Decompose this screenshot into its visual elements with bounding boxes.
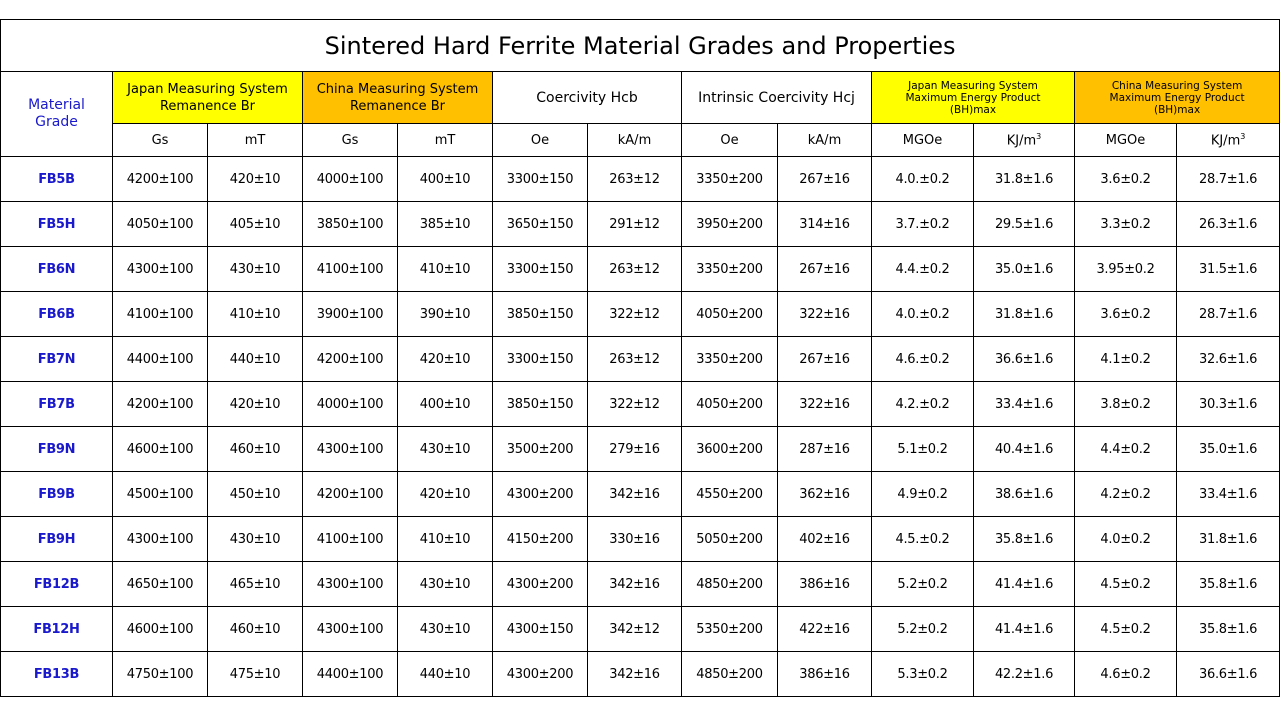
cell-china-mt: 440±10 bbox=[398, 652, 493, 697]
cell-china-mt: 420±10 bbox=[398, 472, 493, 517]
cell-japan-kjm: 35.0±1.6 bbox=[974, 247, 1075, 292]
cell-japan-mt: 410±10 bbox=[208, 292, 303, 337]
header-japan-bh-line3: (BH)max bbox=[949, 103, 997, 116]
table-row bbox=[1, 472, 1280, 517]
cell-china-gs: 4200±100 bbox=[303, 472, 398, 517]
cell-japan-mt: 405±10 bbox=[208, 202, 303, 247]
header-intrinsic-coercivity: Intrinsic Coercivity Hcj bbox=[682, 72, 872, 124]
cell-china-kjm: 31.8±1.6 bbox=[1177, 517, 1280, 562]
cell-china-gs: 4300±100 bbox=[303, 562, 398, 607]
cell-grade: FB9B bbox=[1, 472, 113, 517]
cell-japan-mt: 420±10 bbox=[208, 157, 303, 202]
unit-hcb-kam: kA/m bbox=[588, 124, 682, 157]
cell-japan-mt: 460±10 bbox=[208, 607, 303, 652]
cell-hcj-oe: 4550±200 bbox=[682, 472, 778, 517]
cell-china-kjm: 30.3±1.6 bbox=[1177, 382, 1280, 427]
cell-japan-gs: 4050±100 bbox=[113, 202, 208, 247]
cell-japan-mt: 465±10 bbox=[208, 562, 303, 607]
cell-grade: FB9N bbox=[1, 427, 113, 472]
table-row bbox=[1, 652, 1280, 697]
cell-china-mgoe: 4.2±0.2 bbox=[1075, 472, 1177, 517]
unit-china-kjm-text: KJ/m bbox=[1210, 133, 1241, 149]
cell-china-gs: 4200±100 bbox=[303, 337, 398, 382]
cell-hcb-oe: 3300±150 bbox=[493, 157, 588, 202]
table-row bbox=[1, 382, 1280, 427]
header-japan-remanence bbox=[113, 72, 303, 124]
cell-grade: FB7N bbox=[1, 337, 113, 382]
cell-japan-mgoe: 4.5.±0.2 bbox=[872, 517, 974, 562]
cell-hcb-kam: 342±16 bbox=[588, 472, 682, 517]
cell-japan-gs: 4600±100 bbox=[113, 607, 208, 652]
cell-china-mgoe: 4.0±0.2 bbox=[1075, 517, 1177, 562]
cell-hcb-oe: 4300±200 bbox=[493, 652, 588, 697]
cell-hcj-oe: 3350±200 bbox=[682, 337, 778, 382]
cell-grade: FB12B bbox=[1, 562, 113, 607]
cell-china-kjm: 31.5±1.6 bbox=[1177, 247, 1280, 292]
cell-china-mt: 400±10 bbox=[398, 382, 493, 427]
unit-hcb-oe: Oe bbox=[493, 124, 588, 157]
table-row bbox=[1, 427, 1280, 472]
unit-japan-kjm bbox=[974, 124, 1075, 157]
cell-hcj-kam: 386±16 bbox=[778, 562, 872, 607]
grade-rows bbox=[1, 157, 1280, 697]
header-china-br-line2: Remanence Br bbox=[349, 98, 446, 114]
unit-hcj-oe: Oe bbox=[682, 124, 778, 157]
cell-japan-kjm: 31.8±1.6 bbox=[974, 157, 1075, 202]
unit-china-mt: mT bbox=[398, 124, 493, 157]
header-japan-bh-line1: Japan Measuring System bbox=[908, 79, 1038, 92]
cell-hcb-kam: 342±16 bbox=[588, 652, 682, 697]
cell-japan-kjm: 40.4±1.6 bbox=[974, 427, 1075, 472]
cell-hcj-kam: 362±16 bbox=[778, 472, 872, 517]
cell-japan-kjm: 36.6±1.6 bbox=[974, 337, 1075, 382]
header-japan-bh-line2: Maximum Energy Product bbox=[905, 91, 1041, 104]
unit-japan-kjm-text: KJ/m bbox=[1006, 133, 1037, 149]
cell-hcj-oe: 3350±200 bbox=[682, 157, 778, 202]
cell-hcj-kam: 402±16 bbox=[778, 517, 872, 562]
cell-china-kjm: 35.8±1.6 bbox=[1177, 607, 1280, 652]
table-row bbox=[1, 157, 1280, 202]
cell-japan-kjm: 29.5±1.6 bbox=[974, 202, 1075, 247]
cell-japan-gs: 4200±100 bbox=[113, 382, 208, 427]
cell-china-gs: 4400±100 bbox=[303, 652, 398, 697]
cell-hcb-kam: 263±12 bbox=[588, 337, 682, 382]
cell-japan-mgoe: 4.9±0.2 bbox=[872, 472, 974, 517]
cell-grade: FB6B bbox=[1, 292, 113, 337]
cell-china-gs: 4000±100 bbox=[303, 157, 398, 202]
cell-china-mgoe: 3.8±0.2 bbox=[1075, 382, 1177, 427]
cell-hcj-kam: 322±16 bbox=[778, 382, 872, 427]
cell-japan-mgoe: 4.2.±0.2 bbox=[872, 382, 974, 427]
cell-japan-mgoe: 3.7.±0.2 bbox=[872, 202, 974, 247]
cell-hcb-kam: 263±12 bbox=[588, 157, 682, 202]
cell-japan-mt: 450±10 bbox=[208, 472, 303, 517]
cell-japan-gs: 4100±100 bbox=[113, 292, 208, 337]
cell-hcb-oe: 4300±200 bbox=[493, 472, 588, 517]
cell-china-mt: 385±10 bbox=[398, 202, 493, 247]
cell-japan-gs: 4300±100 bbox=[113, 517, 208, 562]
header-china-bh-line1: China Measuring System bbox=[1111, 79, 1243, 92]
cell-japan-gs: 4600±100 bbox=[113, 427, 208, 472]
cell-grade: FB9H bbox=[1, 517, 113, 562]
unit-japan-mt: mT bbox=[208, 124, 303, 157]
cell-china-kjm: 28.7±1.6 bbox=[1177, 292, 1280, 337]
cell-japan-mgoe: 4.0.±0.2 bbox=[872, 292, 974, 337]
cell-grade: FB5H bbox=[1, 202, 113, 247]
cell-japan-gs: 4200±100 bbox=[113, 157, 208, 202]
cell-japan-gs: 4500±100 bbox=[113, 472, 208, 517]
cell-china-mt: 410±10 bbox=[398, 517, 493, 562]
table-row bbox=[1, 337, 1280, 382]
cell-china-mt: 390±10 bbox=[398, 292, 493, 337]
cell-hcj-kam: 267±16 bbox=[778, 337, 872, 382]
cell-china-mt: 420±10 bbox=[398, 337, 493, 382]
cell-china-mgoe: 3.6±0.2 bbox=[1075, 292, 1177, 337]
cell-china-gs: 4100±100 bbox=[303, 247, 398, 292]
cell-hcj-oe: 4050±200 bbox=[682, 292, 778, 337]
grades-table bbox=[0, 19, 1280, 697]
header-china-br-line1: China Measuring System bbox=[316, 81, 479, 97]
cell-hcb-oe: 3650±150 bbox=[493, 202, 588, 247]
cell-japan-mgoe: 4.0.±0.2 bbox=[872, 157, 974, 202]
unit-japan-mgoe: MGOe bbox=[872, 124, 974, 157]
table-row bbox=[1, 517, 1280, 562]
cell-hcj-kam: 386±16 bbox=[778, 652, 872, 697]
cell-japan-kjm: 42.2±1.6 bbox=[974, 652, 1075, 697]
cell-hcj-kam: 314±16 bbox=[778, 202, 872, 247]
cell-hcb-kam: 291±12 bbox=[588, 202, 682, 247]
cell-japan-gs: 4300±100 bbox=[113, 247, 208, 292]
cell-china-kjm: 36.6±1.6 bbox=[1177, 652, 1280, 697]
cell-japan-kjm: 35.8±1.6 bbox=[974, 517, 1075, 562]
cell-japan-kjm: 33.4±1.6 bbox=[974, 382, 1075, 427]
cell-china-gs: 3900±100 bbox=[303, 292, 398, 337]
cell-hcb-oe: 3300±150 bbox=[493, 247, 588, 292]
unit-china-mgoe: MGOe bbox=[1075, 124, 1177, 157]
unit-japan-gs: Gs bbox=[113, 124, 208, 157]
cell-japan-mgoe: 5.1±0.2 bbox=[872, 427, 974, 472]
cell-china-kjm: 35.8±1.6 bbox=[1177, 562, 1280, 607]
cell-hcj-oe: 5350±200 bbox=[682, 607, 778, 652]
header-china-bh-line2: Maximum Energy Product bbox=[1109, 91, 1245, 104]
header-japan-energy-product bbox=[872, 72, 1075, 124]
cell-japan-mt: 440±10 bbox=[208, 337, 303, 382]
cell-china-gs: 4300±100 bbox=[303, 607, 398, 652]
cell-china-mt: 430±10 bbox=[398, 427, 493, 472]
table-row bbox=[1, 607, 1280, 652]
cell-japan-gs: 4650±100 bbox=[113, 562, 208, 607]
cell-hcj-oe: 4850±200 bbox=[682, 652, 778, 697]
cell-china-kjm: 33.4±1.6 bbox=[1177, 472, 1280, 517]
ferrite-grades-sheet bbox=[0, 19, 1279, 697]
cell-china-mt: 430±10 bbox=[398, 562, 493, 607]
cell-china-mt: 410±10 bbox=[398, 247, 493, 292]
cell-hcb-kam: 279±16 bbox=[588, 427, 682, 472]
cell-hcb-kam: 322±12 bbox=[588, 292, 682, 337]
cell-japan-gs: 4400±100 bbox=[113, 337, 208, 382]
cell-china-mgoe: 4.5±0.2 bbox=[1075, 562, 1177, 607]
cell-grade: FB13B bbox=[1, 652, 113, 697]
cell-hcb-kam: 342±16 bbox=[588, 562, 682, 607]
cell-japan-mgoe: 4.4.±0.2 bbox=[872, 247, 974, 292]
cell-grade: FB6N bbox=[1, 247, 113, 292]
cell-hcb-kam: 342±12 bbox=[588, 607, 682, 652]
cell-hcj-oe: 3950±200 bbox=[682, 202, 778, 247]
cell-japan-mgoe: 5.3±0.2 bbox=[872, 652, 974, 697]
cell-china-mt: 430±10 bbox=[398, 607, 493, 652]
cell-hcj-oe: 5050±200 bbox=[682, 517, 778, 562]
unit-china-kjm bbox=[1177, 124, 1280, 157]
cell-china-gs: 3850±100 bbox=[303, 202, 398, 247]
cell-hcj-kam: 422±16 bbox=[778, 607, 872, 652]
cell-grade: FB12H bbox=[1, 607, 113, 652]
header-grade-line1: Material bbox=[28, 97, 85, 113]
cell-japan-mt: 420±10 bbox=[208, 382, 303, 427]
cell-grade: FB7B bbox=[1, 382, 113, 427]
header-china-energy-product bbox=[1075, 72, 1280, 124]
cell-hcb-oe: 3850±150 bbox=[493, 292, 588, 337]
header-japan-br-line1: Japan Measuring System bbox=[127, 81, 288, 97]
cell-china-mgoe: 4.5±0.2 bbox=[1075, 607, 1177, 652]
cell-china-kjm: 26.3±1.6 bbox=[1177, 202, 1280, 247]
cell-china-gs: 4300±100 bbox=[303, 427, 398, 472]
cell-hcj-kam: 287±16 bbox=[778, 427, 872, 472]
cell-japan-mt: 430±10 bbox=[208, 517, 303, 562]
cell-japan-mt: 430±10 bbox=[208, 247, 303, 292]
header-grade-line2: Grade bbox=[35, 114, 78, 130]
cell-hcb-kam: 263±12 bbox=[588, 247, 682, 292]
cell-japan-mgoe: 5.2±0.2 bbox=[872, 562, 974, 607]
cell-hcj-oe: 4050±200 bbox=[682, 382, 778, 427]
cell-china-mgoe: 3.6±0.2 bbox=[1075, 157, 1177, 202]
cell-china-kjm: 28.7±1.6 bbox=[1177, 157, 1280, 202]
cell-japan-kjm: 38.6±1.6 bbox=[974, 472, 1075, 517]
cell-china-kjm: 32.6±1.6 bbox=[1177, 337, 1280, 382]
cell-japan-mgoe: 5.2±0.2 bbox=[872, 607, 974, 652]
header-japan-br-line2: Remanence Br bbox=[159, 98, 256, 114]
cell-hcb-oe: 4150±200 bbox=[493, 517, 588, 562]
table-row bbox=[1, 292, 1280, 337]
cell-hcj-oe: 3600±200 bbox=[682, 427, 778, 472]
header-china-bh-line3: (BH)max bbox=[1153, 103, 1201, 116]
cell-japan-mgoe: 4.6.±0.2 bbox=[872, 337, 974, 382]
cell-hcb-kam: 322±12 bbox=[588, 382, 682, 427]
cell-hcb-oe: 4300±150 bbox=[493, 607, 588, 652]
cell-japan-gs: 4750±100 bbox=[113, 652, 208, 697]
cell-china-gs: 4000±100 bbox=[303, 382, 398, 427]
cell-hcj-kam: 322±16 bbox=[778, 292, 872, 337]
cell-china-mt: 400±10 bbox=[398, 157, 493, 202]
table-title: Sintered Hard Ferrite Material Grades and Properties bbox=[1, 20, 1280, 72]
cell-china-mgoe: 4.4±0.2 bbox=[1075, 427, 1177, 472]
cell-hcj-kam: 267±16 bbox=[778, 247, 872, 292]
cell-hcb-oe: 3500±200 bbox=[493, 427, 588, 472]
cell-japan-kjm: 41.4±1.6 bbox=[974, 607, 1075, 652]
cell-china-kjm: 35.0±1.6 bbox=[1177, 427, 1280, 472]
cell-japan-mt: 460±10 bbox=[208, 427, 303, 472]
cell-china-mgoe: 4.6±0.2 bbox=[1075, 652, 1177, 697]
cell-grade: FB5B bbox=[1, 157, 113, 202]
unit-japan-kjm-sup: 3 bbox=[1036, 131, 1042, 141]
header-china-remanence bbox=[303, 72, 493, 124]
cell-china-gs: 4100±100 bbox=[303, 517, 398, 562]
table-row bbox=[1, 562, 1280, 607]
unit-china-gs: Gs bbox=[303, 124, 398, 157]
cell-japan-mt: 475±10 bbox=[208, 652, 303, 697]
unit-china-kjm-sup: 3 bbox=[1240, 131, 1246, 141]
cell-hcb-oe: 3850±150 bbox=[493, 382, 588, 427]
cell-japan-kjm: 41.4±1.6 bbox=[974, 562, 1075, 607]
table-row bbox=[1, 247, 1280, 292]
cell-hcb-kam: 330±16 bbox=[588, 517, 682, 562]
header-coercivity: Coercivity Hcb bbox=[493, 72, 682, 124]
header-material-grade bbox=[1, 72, 113, 157]
cell-hcb-oe: 3300±150 bbox=[493, 337, 588, 382]
cell-china-mgoe: 3.95±0.2 bbox=[1075, 247, 1177, 292]
table-row bbox=[1, 202, 1280, 247]
cell-china-mgoe: 4.1±0.2 bbox=[1075, 337, 1177, 382]
cell-hcj-kam: 267±16 bbox=[778, 157, 872, 202]
cell-hcb-oe: 4300±200 bbox=[493, 562, 588, 607]
unit-hcj-kam: kA/m bbox=[778, 124, 872, 157]
cell-hcj-oe: 3350±200 bbox=[682, 247, 778, 292]
cell-hcj-oe: 4850±200 bbox=[682, 562, 778, 607]
cell-japan-kjm: 31.8±1.6 bbox=[974, 292, 1075, 337]
cell-china-mgoe: 3.3±0.2 bbox=[1075, 202, 1177, 247]
